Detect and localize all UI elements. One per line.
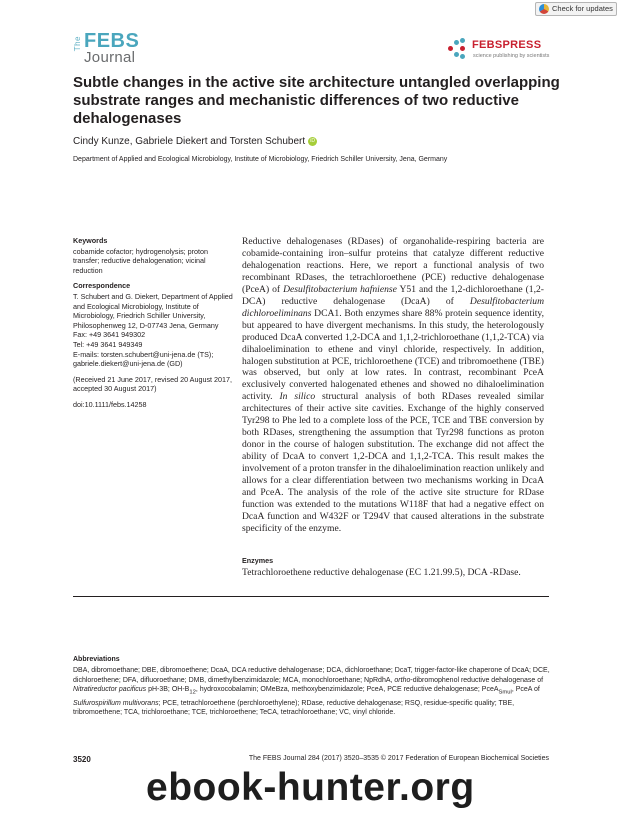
abbrev-part: ; PCE, tetrachloroethene (perchloroethylene); RDase, reductive dehalogenase; RSQ, residue-specific quality; TBE, tribromoethene; TCA, trichloroethane; TCE, trichloroethene; TeCA, tetrachloroethane; VC, vinyl chloride.: [73, 699, 515, 717]
abbreviations-heading: Abbreviations: [73, 656, 120, 663]
section-divider: [73, 596, 549, 597]
correspondence-emails[interactable]: E-mails: torsten.schubert@uni-jena.de (TS); gabriele.diekert@uni-jena.de (GD): [73, 349, 214, 369]
press-name: FEBSPRESS: [472, 39, 542, 51]
correspondence-heading: Correspondence: [73, 281, 131, 291]
enzymes-text: Tetrachloroethene reductive dehalogenase (EC 1.21.99.5), DCA -RDase.: [242, 567, 521, 578]
author-list: [73, 136, 317, 147]
received-dates: (Received 21 June 2017, revised 20 August 2017, accepted 30 August 2017): [73, 374, 233, 394]
logo-the: The: [73, 36, 82, 52]
article-title: Subtle changes in the active site architecture untangled overlapping substrate ranges and mechanistic differences of two reductive dehalogenases: [73, 74, 560, 127]
check-for-updates-button[interactable]: [535, 2, 617, 16]
abstract-part-3: DCA1. Both enzymes share 88% protein sequence identity, but appeared to have divergent mechanisms. In this study, the heterologously produced DcaA converted 1,2-DCA and 1,1,2-trichloroethane (1,1,2-TCA) via dihaloelimination to ethene and vinyl chloride, respectively. In addition, halogen substitution at PCE, trichloroethene (TCE) and tribromoethene (TBE) was observed, but only at low rates. In contrast, recombinant PceA exclusively converted halogenated ethenes and showed no dihaloelimination activity.: [242, 307, 544, 403]
journal-citation: The FEBS Journal 284 (2017) 3520–3535 © 2017 Federation of European Biochemical Societies: [248, 755, 549, 762]
abbrev-part: , hydroxocobalamin; OMeBza, methoxybenzimidazole; PceA, PCE reductive dehalogenase; PceA: [195, 686, 499, 694]
abstract-part-1: Reductive dehalogenases (RDases) of organohalide-respiring bacteria are cobamide-containing iron–sulfur proteins that catalyze different reductive dehalogenation reactions. Here, we report a functional analysis of two recombinant RDases, the tetrachloroethene (PCE) reductive dehalogenase (PceA) of: [242, 236, 544, 295]
crossmark-icon: [539, 4, 549, 14]
abstract: [242, 236, 544, 535]
enzymes-heading: Enzymes: [242, 556, 274, 565]
febs-journal-logo: [73, 30, 153, 70]
abbreviations-text: [73, 666, 553, 718]
enzymes-block: [242, 556, 562, 578]
febs-press-logo: [448, 36, 558, 64]
abbrev-part: DBA, dibromoethane; DBE, dibromoethene; DcaA, DCA reductive dehalogenase; DCA, dichloroethane; DcaT, trigger-factor-like chaperone of DcaA; DCE, dichloroethene; DFA, difluoroethane; DMB, dimethylbenzimidazole; MCA, monochloroethane; NpRdhA,: [73, 666, 550, 684]
abbreviations-block: [73, 655, 553, 718]
press-tagline: science publishing by scientists: [473, 53, 550, 59]
correspondence-fax: Fax: +49 3641 949302: [73, 330, 146, 340]
species-name: Desulfitobacterium dichloroeliminans: [242, 295, 544, 319]
keywords-block: [73, 236, 233, 275]
keywords-text: cobamide cofactor; hydrogenolysis; proton transfer; reductive dehalogenation; vicinal reduction: [73, 246, 209, 275]
abbrev-part: -dibromophenol reductive dehalogenase of: [410, 676, 544, 684]
abbrev-italic: ortho: [394, 676, 411, 684]
abbrev-subscript: Smul: [498, 689, 512, 696]
doi-link[interactable]: doi:10.1111/febs.14258: [73, 399, 147, 409]
received-block: [73, 375, 233, 394]
abbrev-subscript: 12: [189, 689, 196, 696]
affiliation: Department of Applied and Ecological Microbiology, Institute of Microbiology, Friedrich Schiller University, Jena, Germany: [73, 156, 448, 163]
keywords-heading: Keywords: [73, 236, 108, 245]
check-for-updates-label: Check for updates: [552, 4, 613, 13]
abbrev-italic: Sulfurospirillum multivorans: [73, 699, 159, 707]
abbrev-part: pH-3B; OH-B: [146, 686, 190, 694]
page-number: 3520: [73, 755, 91, 764]
correspondence-tel: Tel: +49 3641 949349: [73, 339, 143, 349]
watermark: ebook-hunter.org: [146, 766, 475, 809]
orcid-icon[interactable]: iD: [308, 137, 317, 146]
article-sidebar: [73, 236, 233, 416]
febs-press-dots-icon: [448, 38, 470, 60]
doi-block: [73, 400, 233, 410]
logo-febs: FEBS: [84, 30, 140, 52]
logo-journal: Journal: [84, 49, 136, 66]
species-name: Desulfitobacterium hafniense: [283, 283, 397, 295]
correspondence-address: T. Schubert and G. Diekert, Department of Applied and Ecological Microbiology, Institute of Microbiology, Friedrich Schiller University, Philosophenweg 12, D-07743 Jena, Germany: [73, 291, 233, 330]
abstract-part-2: Y51 and the 1,2-dichloroethane (1,2-DCA) reductive dehalogenase (DcaA) of: [242, 283, 544, 307]
abbrev-part: , PceA of: [511, 686, 540, 694]
correspondence-block: [73, 281, 233, 368]
abstract-part-4: structural analysis of both RDases revealed similar architectures of their active site cavities. Exchange of the highly conserved Tyr298 to Phe led to a complete loss of the PCE, TCE and TBE conversion by both RDases, strengthening the assumption that Tyr298 functions as proton donor in the course of halogen substitution. The exchange did not affect the ability of DcaA to convert 1,2-DCA and 1,1,2-TCA. This result makes the involvement of a proton transfer in the dihaloelimination reaction unlikely and allows for a clear differentiation between two mechanisms working in DcaA and PceA. The analysis of the role of the active site structure for RDase function was extended to the mutations W118F that had a negative effect on DcaA function and W432F or T294V that caused alterations in the substrate specificity of the enzyme.: [242, 391, 544, 534]
abbrev-italic: Nitratireductor pacificus: [73, 686, 147, 694]
in-silico-term: In silico: [279, 391, 316, 403]
authors-text: Cindy Kunze, Gabriele Diekert and Torsten Schubert: [73, 136, 306, 147]
